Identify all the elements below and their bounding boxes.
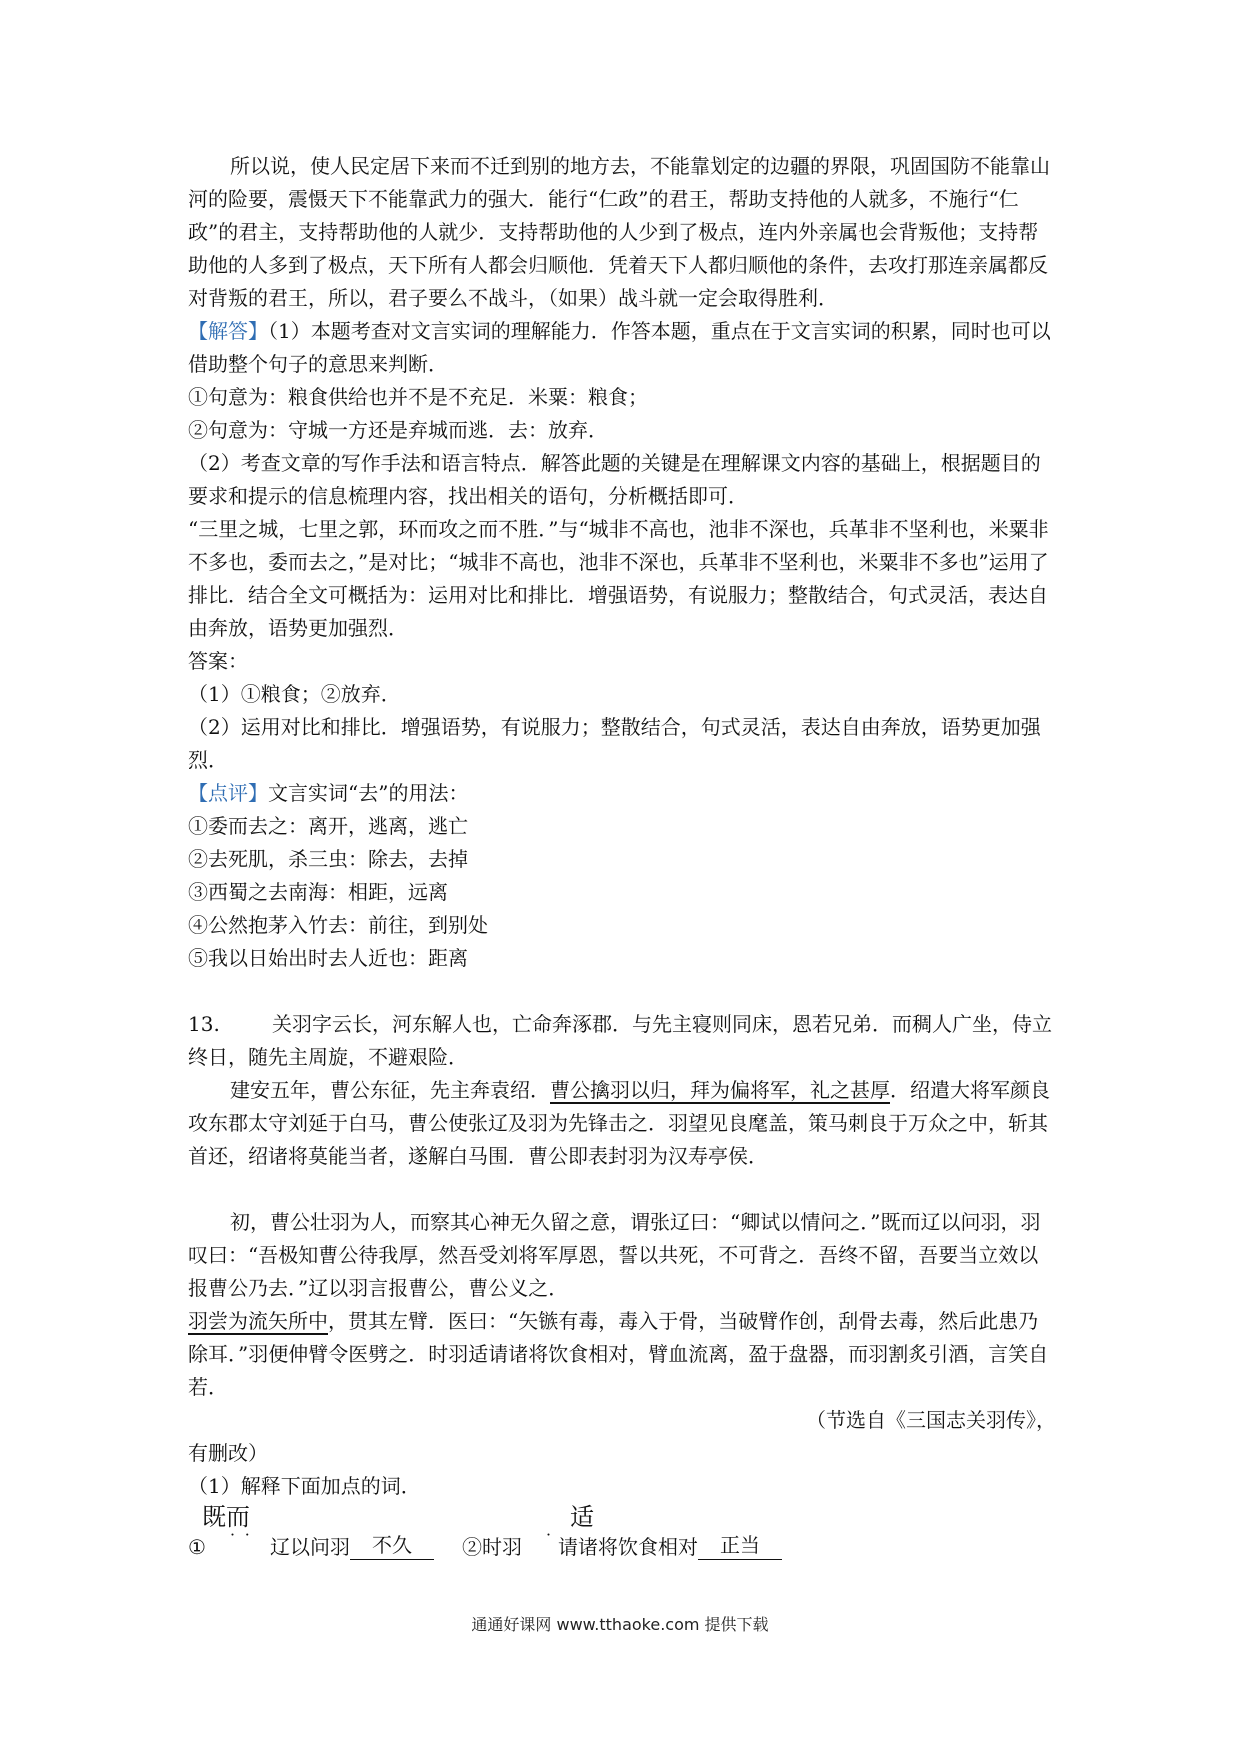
answer-item-1: ①句意为：粮食供给也并不是不充足．米粟：粮食； [188, 385, 648, 409]
answer-intro-text: （1）本题考查对文言实词的理解能力．作答本题，重点在于文言实词的积累，同时也可以借助整个句子的意思来判断． [188, 319, 1051, 376]
answer-label: 【解答】 [188, 319, 268, 343]
answer-2: （2）运用对比和排比．增强语势，有说服力；整散结合，句式灵活，表达自由奔放，语势更加强烈． [188, 715, 1041, 772]
source-citation: （节选自《三国志关羽传》， [806, 1408, 1056, 1432]
q13-paragraph-4 [188, 1305, 1056, 1404]
comment-item: ⑤我以日始出时去人近也：距离 [188, 946, 468, 970]
blank-1-answer[interactable]: 不久 [350, 1531, 434, 1560]
q13-p2-before: 建安五年，曹公东征，先主奔袁绍． [230, 1078, 550, 1102]
translation-paragraph: 所以说，使人民定居下来而不迁到别的地方去，不能靠划定的边疆的界限，巩固国防不能靠山河的险要，震慑天下不能靠武力的强大．能行“仁政”的君王，帮助支持他的人就多，不施行“仁政”的君主，支持帮助他的人就少．支持帮助他的人少到了极点，连内外亲属也会背叛他；支持帮助他的人多到了极点，天下所有人都会归顺他．凭着天下人都归顺他的条件，去攻打那连亲属都反对背叛的君王，所以，君子要么不战斗，（如果）战斗就一定会取得胜利． [188, 154, 1050, 310]
footer-download-note: 通通好课网 www.tthaoke.com 提供下载 [471, 1615, 769, 1634]
blank-2-prefix: ②时羽 [462, 1535, 522, 1559]
emphasis-dots-1: ˙ ˙ [228, 1531, 252, 1552]
paragraph-spacer [188, 1173, 1056, 1206]
section-spacer [188, 975, 1056, 1008]
comment-text: 文言实词“去”的用法： [268, 781, 469, 805]
answer-analysis: “三里之城，七里之郭，环而攻之而不胜．”与“城非不高也，池非不深也，兵革非不坚利也，米粟非不多也，委而去之，”是对比；“城非不高也，池非不深也，兵革非不坚利也，米粟非不多也”运用了排比．结合全文可概括为：运用对比和排比．增强语势，有说服力；整散结合，句式灵活，表达自由奔放，语势更加强烈． [188, 517, 1049, 640]
fill-blank-row [188, 1531, 1056, 1567]
comment-item: ④公然抱茅入竹去：前往，到别处 [188, 913, 488, 937]
page-content [188, 150, 1056, 1567]
comment-item: ③西蜀之去南海：相距，远离 [188, 880, 448, 904]
blank-2-text: 请诸将饮食相对 [558, 1535, 698, 1559]
q13-paragraph-1 [188, 1008, 1056, 1074]
annotation-word-2: 适 [570, 1503, 594, 1531]
comment-item: ①委而去之：离开，逃离，逃亡 [188, 814, 468, 838]
annotation-row [188, 1503, 1056, 1531]
blank-2-answer[interactable]: 正当 [698, 1531, 782, 1560]
source-citation-cont: 有删改） [188, 1441, 268, 1465]
blank-1-text: 辽以问羽 [270, 1535, 350, 1559]
answer-label-text: 答案： [188, 649, 248, 673]
question-number: 13. [188, 1012, 220, 1036]
q13-p1-text: 关羽字云长，河东解人也，亡命奔涿郡．与先主寝则同床，恩若兄弟．而稠人广坐，侍立终日，随先主周旋，不避艰险． [188, 1012, 1052, 1069]
q13-paragraph-3: 初，曹公壮羽为人，而察其心神无久留之意，谓张辽曰：“卿试以情问之．”既而辽以问羽，羽叹曰：“吾极知曹公待我厚，然吾受刘将军厚恩，誓以共死，不可背之．吾终不留，吾要当立效以报曹公乃去．”辽以羽言报曹公，曹公义之． [188, 1210, 1041, 1300]
answer-item-2: ②句意为：守城一方还是弃城而逃．去：放弃． [188, 418, 608, 442]
q13-p4-underlined: 羽尝为流矢所中 [188, 1309, 328, 1333]
q13-p4-after: ，贯其左臂．医曰：“矢镞有毒，毒入于骨，当破臂作创，刮骨去毒，然后此患乃除耳．”羽便伸臂令医劈之．时羽适请诸将饮食相对，臂血流离，盈于盘器，而羽割炙引酒，言笑自若． [188, 1309, 1049, 1399]
blank-1-prefix: ① [188, 1535, 206, 1559]
q13-paragraph-2 [188, 1074, 1056, 1173]
emphasis-dots-2: ˙ [544, 1531, 553, 1552]
sub-question-1: （1）解释下面加点的词． [188, 1474, 421, 1498]
annotation-word-1: 既而 [202, 1503, 250, 1531]
comment-label: 【点评】 [188, 781, 268, 805]
answer-intro [188, 315, 1056, 381]
answer-1: （1）①粮食；②放弃． [188, 682, 401, 706]
comment-item: ②去死肌，杀三虫：除去，去掉 [188, 847, 468, 871]
q13-p2-underlined: 曹公擒羽以归，拜为偏将军，礼之甚厚 [550, 1078, 890, 1102]
q13-p2-after: ．绍遣大将军颜良攻东郡太守刘延于白马，曹公使张辽及羽为先锋击之．羽望见良麾盖，策马刺良于万众之中，斩其首还，绍诸将莫能当者，遂解白马围．曹公即表封羽为汉寿亭侯． [188, 1078, 1050, 1168]
answer-part-2: （2）考查文章的写作手法和语言特点．解答此题的关键是在理解课文内容的基础上，根据题目的要求和提示的信息梳理内容，找出相关的语句，分析概括即可． [188, 451, 1041, 508]
comment-heading [188, 777, 1056, 810]
